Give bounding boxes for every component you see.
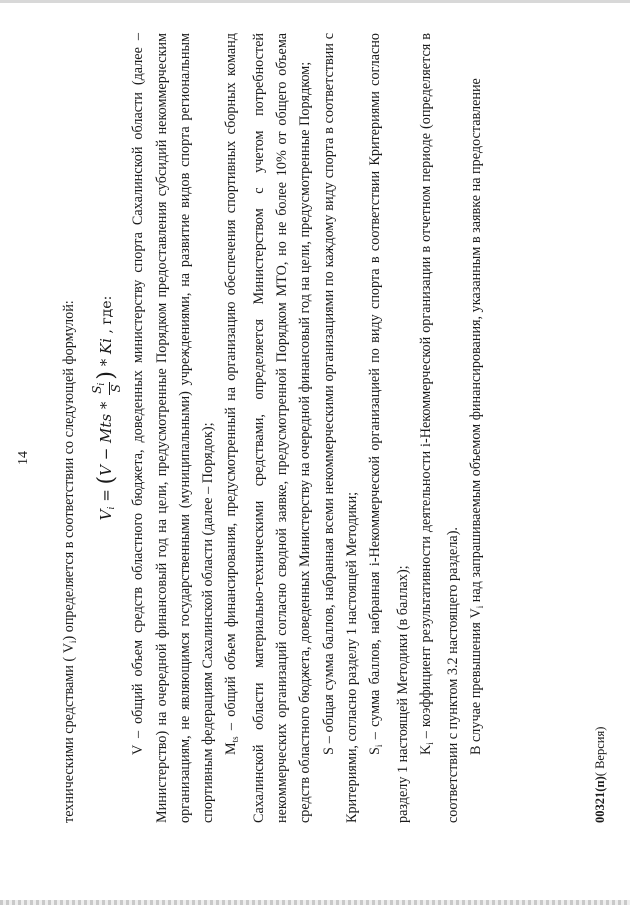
scan-edge-bottom (0, 900, 630, 905)
document-body (58, 33, 493, 823)
page-number: 14 (16, 451, 31, 465)
definition-s: S – общая сумма баллов, набранная всеми некоммерческими организациями по каждому виду спорта в соответствии с Критериями, согласно разделу 1 настоящей Методики; (320, 33, 360, 823)
definition-ki: $K_i$ – коэффициент результативности деятельности i-Некоммерческой организации в отчетном периоде (определяется в соответствии с пунктом 3.2 настоящего раздела). (417, 33, 462, 823)
open-paren: ( (94, 475, 120, 485)
document-footer-code: 00321(п)( Версия) (593, 726, 607, 823)
fraction: $S_i$ S (90, 382, 124, 394)
intro-line: техническими средствами ( $V_i$) определяется в соответствии со следующей формулой: (61, 300, 78, 823)
definition-mts: $M_{ts}$ – общий объем финансирования, предусмотренный на организацию обеспечения спортивных сборных команд Сахалинской области материально-техническими средствами, определяется Министерством с учетом потребностей некоммерческих организаций согласно сводной заявке, предусмотренной Порядком МТО, но не более 10% от общего объема средств областного бюджета, доведенных Министерству на очередной финансовый год на цели, предусмотренные Порядком; (223, 33, 314, 823)
close-paren: ) (94, 371, 120, 380)
definition-v: V – общий объем средств областного бюджета, доведенных министерству спорта Сахалинской области (далее – Министерство) на очередной финансовый год на цели, предусмотренные Порядком предоставления субсидий некоммерческим организациям, не являющимся государственными (муниципальными) учреждениями, на развитие видов спорта региональным спортивным федерациям Сахалинской области (далее – Порядок); (130, 33, 217, 823)
definition-si: $S_i$ – сумма баллов, набранная i-Некоммерческой организацией по виду спорта в соответствии Критериями согласно разделу 1 настоящей Методики (в баллах); (367, 33, 411, 823)
allocation-formula: $V_i = (V$ − Mts * $S_i$ S ) * Ki , где: (90, 295, 124, 521)
last-paragraph: В случае превышения $V_i$ над запрашиваемым объемом финансирования, указанным в заявке на предоставление (468, 78, 486, 755)
